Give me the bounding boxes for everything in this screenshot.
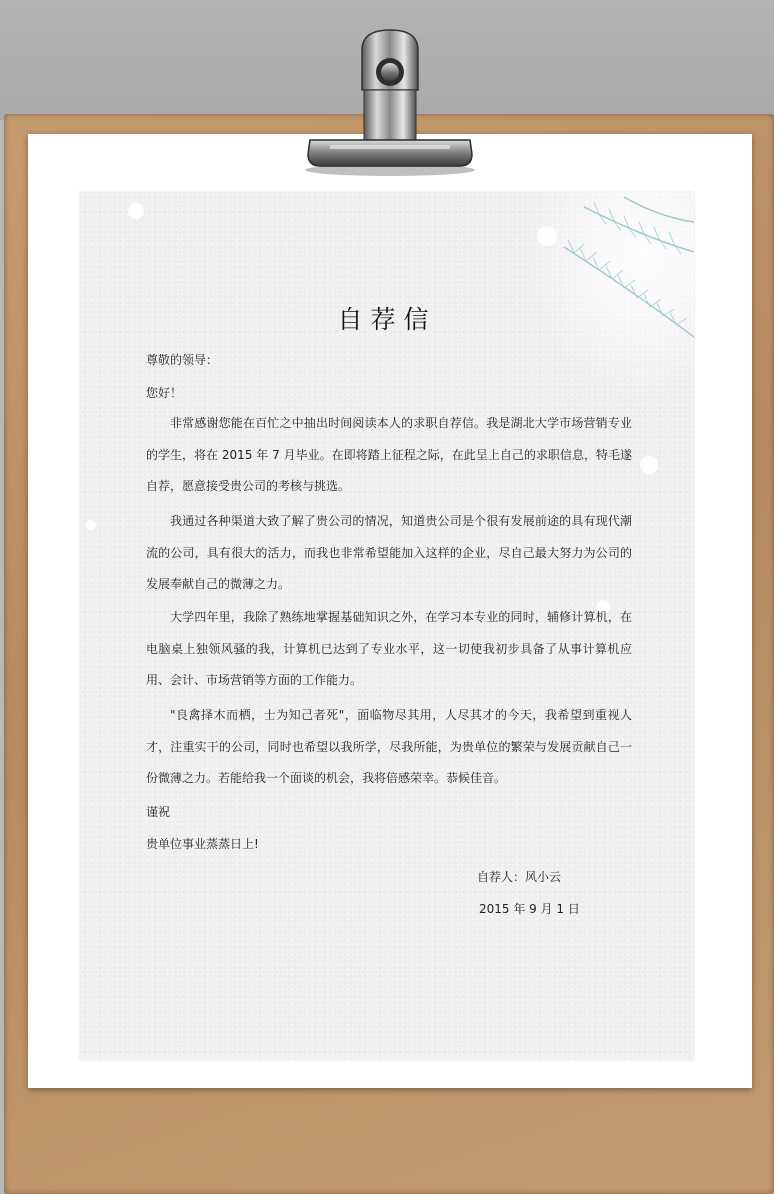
- paragraph-3: 大学四年里，我除了熟练地掌握基础知识之外，在学习本专业的同时，辅修计算机，在电脑桌上独领风骚的我，计算机已达到了专业水平，这一切使我初步具备了从事计算机应用、会计、市场营销等方面的工作能力。: [146, 610, 632, 688]
- date: 2015 年 9 月 1 日: [479, 902, 580, 916]
- paragraph-2: 我通过各种渠道大致了解了贵公司的情况，知道贵公司是个很有发展前途的具有现代潮流的公司，具有很大的活力，而我也非常希望能加入这样的企业，尽自己最大努力为公司的发展奉献自己的微薄之力。: [146, 514, 632, 592]
- paragraph-4: "良禽择木而栖，士为知己者死"，面临物尽其用，人尽其才的今天，我希望到重视人才，注重实干的公司，同时也希望以我所学，尽我所能，为贵单位的繁荣与发展贡献自己一份微薄之力。若能给我一个面谈的机会，我将倍感荣幸。恭候佳音。: [146, 708, 632, 786]
- signature: 自荐人：风小云: [477, 870, 562, 884]
- snow-dot: [86, 520, 96, 530]
- salutation: 尊敬的领导：: [146, 353, 219, 367]
- paragraph-1: 非常感谢您能在百忙之中抽出时间阅读本人的求职自荐信。我是湖北大学市场营销专业的学生，将在 2015 年 7 月毕业。在即将踏上征程之际，在此呈上自己的求职信息，特毛遂自荐，愿意接受贵公司的考核与挑选。: [146, 416, 632, 494]
- letter-title: 自荐信: [337, 305, 437, 334]
- snow-dot: [128, 203, 144, 219]
- snow-dot: [640, 456, 658, 474]
- greeting: 您好！: [146, 386, 183, 400]
- binder-clip-icon: [300, 28, 480, 178]
- pine-branch-icon: [524, 192, 694, 402]
- closing: 谨祝: [146, 805, 171, 819]
- snow-dot: [537, 226, 557, 246]
- wish: 贵单位事业蒸蒸日上!: [146, 837, 259, 851]
